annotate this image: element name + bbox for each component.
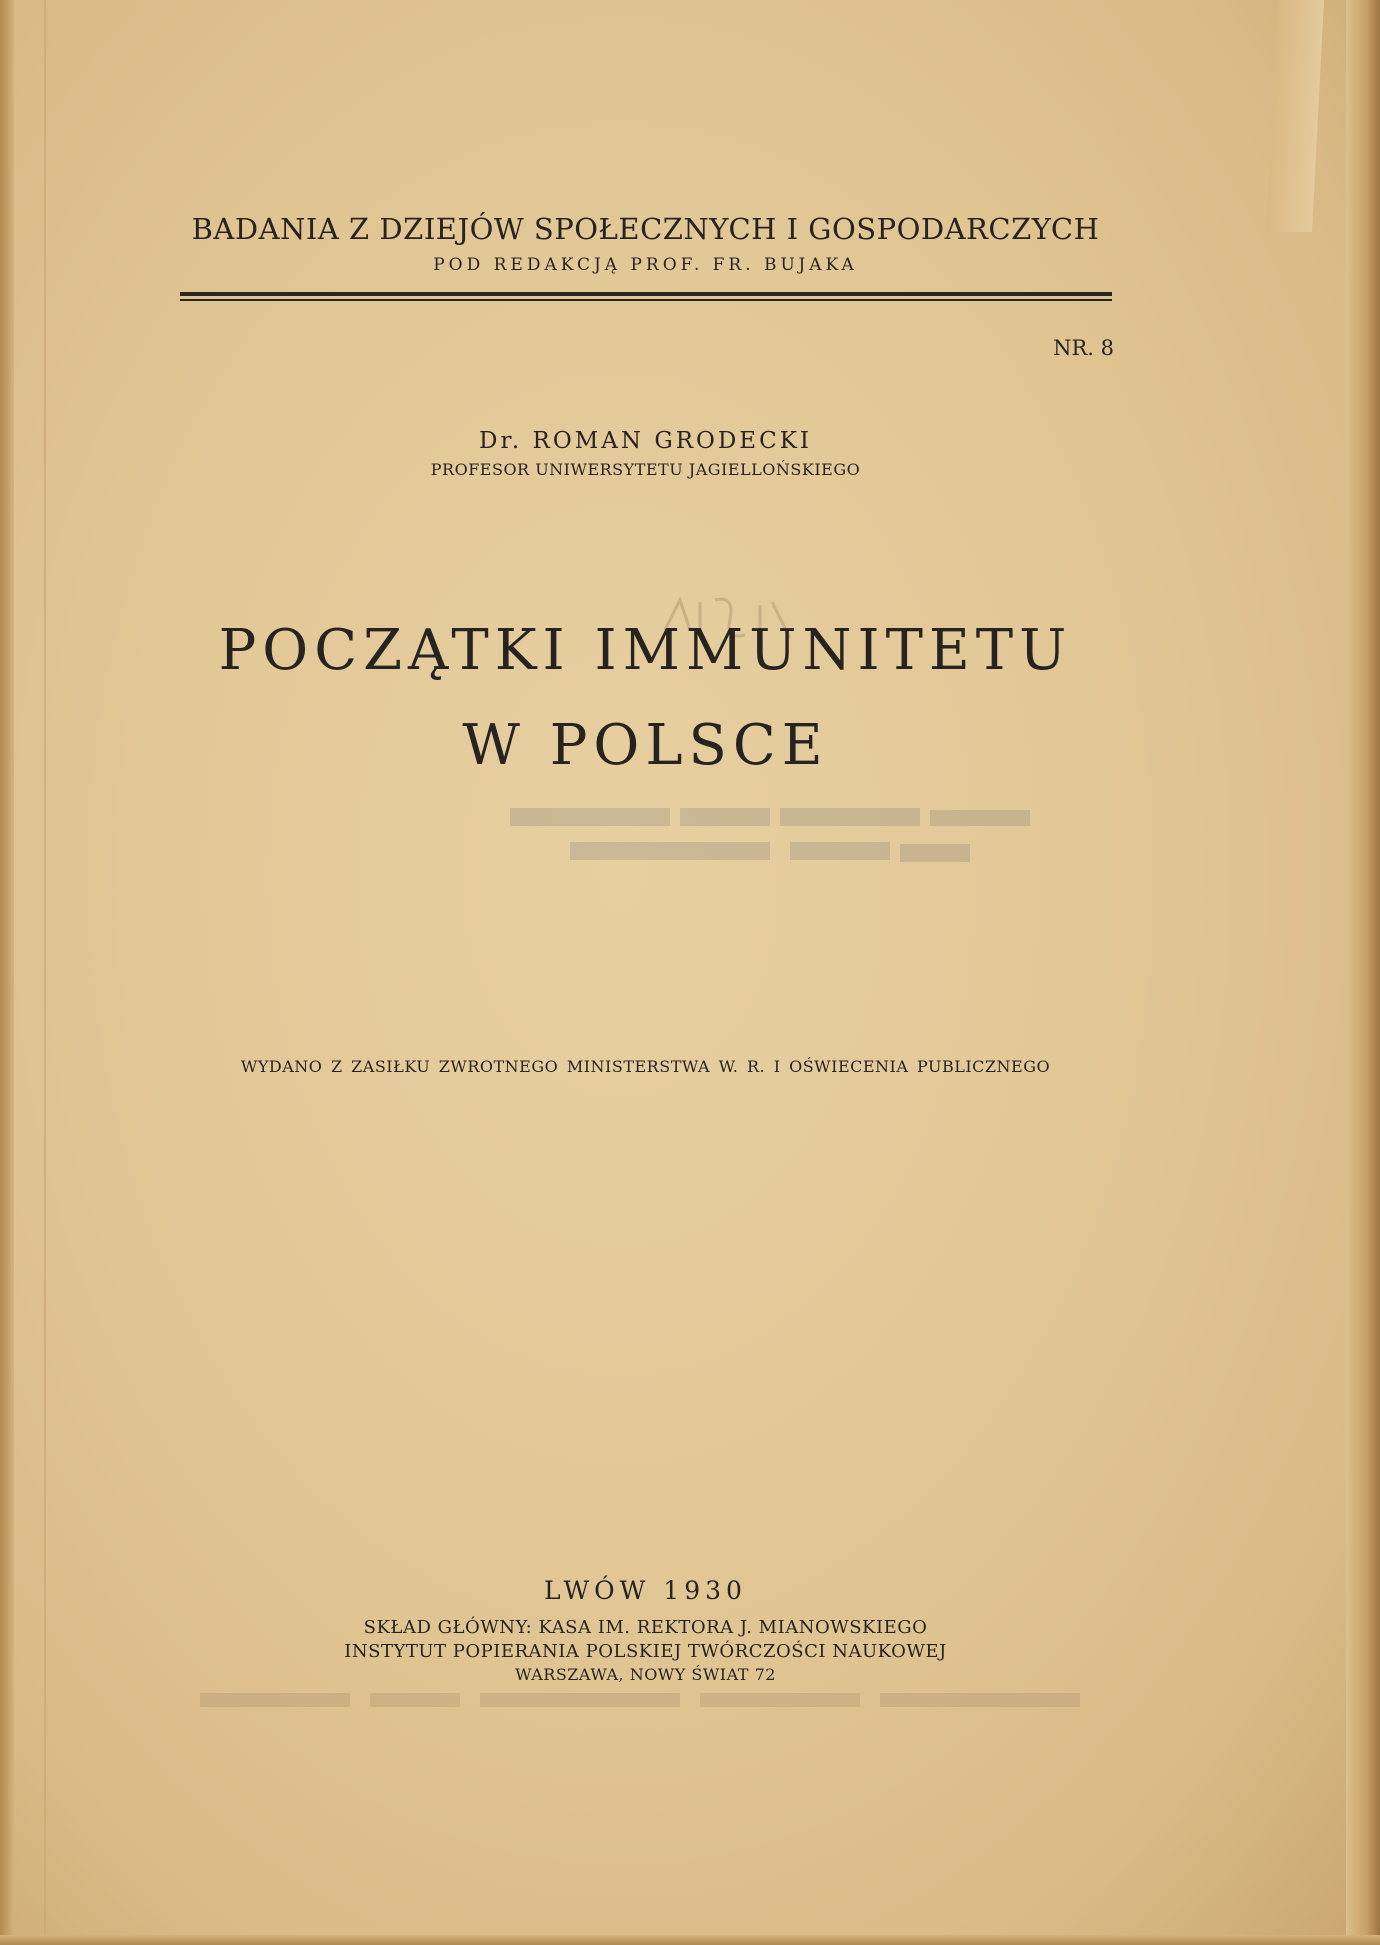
page-right-edge: [1346, 0, 1380, 1945]
publication-place-year: LWÓW 1930: [544, 1576, 747, 1605]
page-fold-line: [44, 0, 46, 1945]
author-affiliation: PROFESOR UNIWERSYTETU JAGIELLOŃSKIEGO: [430, 460, 861, 479]
series-number: NR. 8: [1053, 336, 1114, 360]
distributor-line-2: INSTYTUT POPIERANIA POLSKIEJ TWÓRCZOŚCI NAUKOWEJ: [344, 1641, 947, 1662]
distributor-line-1: SKŁAD GŁÓWNY: KASA IM. REKTORA J. MIANOWSKIEGO: [363, 1617, 928, 1638]
page-bottom-edge: [0, 1935, 1380, 1945]
header-rule-thick: [180, 292, 1112, 296]
bleed-through-text: [200, 1683, 1100, 1717]
faded-library-stamp: [500, 800, 1040, 880]
book-title-line-1: POCZĄTKI IMMUNITETU: [218, 618, 1073, 683]
page-left-edge: [0, 0, 14, 1945]
series-editor: POD REDAKCJĄ PROF. FR. BUJAKA: [433, 255, 858, 275]
series-title: BADANIA Z DZIEJÓW SPOŁECZNYCH I GOSPODARCZYCH: [191, 212, 1100, 246]
book-title-line-2: W POLSCE: [462, 713, 829, 778]
tape-strip: [1266, 0, 1324, 232]
author-name: Dr. ROMAN GRODECKI: [479, 428, 812, 454]
distributor-address: WARSZAWA, NOWY ŚWIAT 72: [515, 1665, 776, 1684]
header-rule-thin: [180, 299, 1112, 301]
funding-note: WYDANO Z ZASIŁKU ZWROTNEGO MINISTERSTWA W. R. I OŚWIECENIA PUBLICZNEGO: [240, 1057, 1051, 1076]
